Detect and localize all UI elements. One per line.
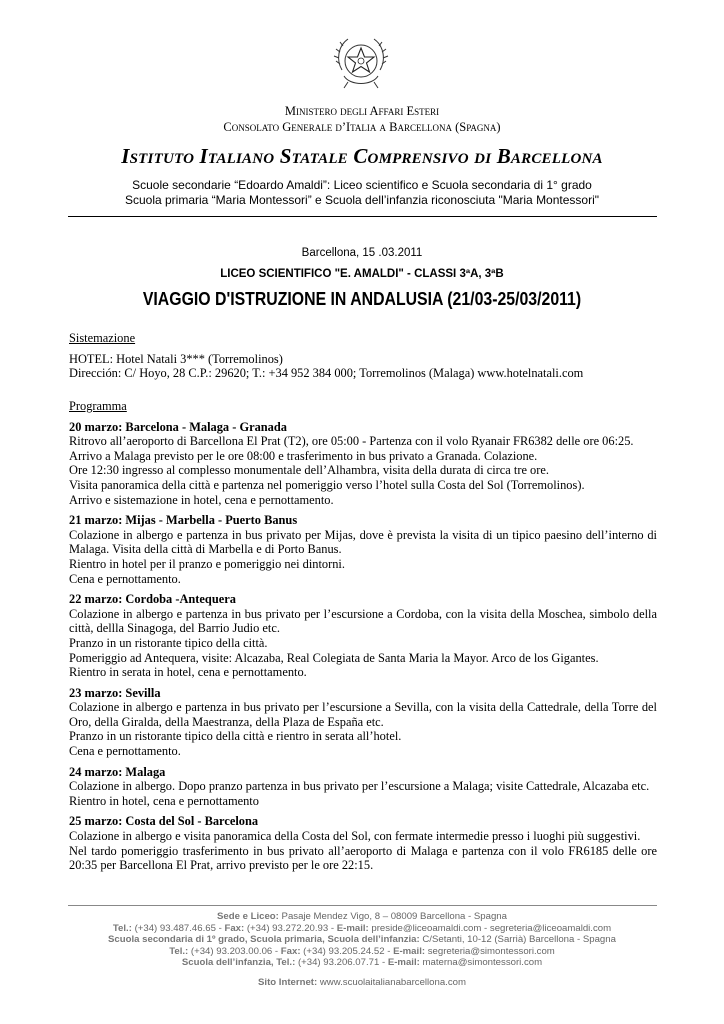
day-line: Pomeriggio ad Antequera, visite: Alcazaba, Real Colegiata de Santa Maria la Mayor. Arco de los Gigantes. <box>69 650 599 665</box>
day-line: Rientro in hotel per il pranzo e pomeriggio nei dintorni. <box>69 556 345 571</box>
day-block <box>69 765 657 809</box>
footer-sede-line: Sede e Liceo: Pasaje Mendez Vigo, 8 – 08009 Barcellona - Spagna <box>217 911 507 922</box>
day-line: Arrivo e sistemazione in hotel, cena e pernottamento. <box>69 492 334 507</box>
day-line: Pranzo in un ristorante tipico della città e rientro in serata all’hotel. <box>69 729 402 744</box>
footer-website-line: Sito Internet: www.scuolaitalianabarcellona.com <box>258 976 466 988</box>
header-divider <box>68 216 657 217</box>
ministry-header <box>0 103 724 135</box>
day-title: 22 marzo: Cordoba -Antequera <box>69 592 236 607</box>
schools-line-2: Scuola primaria “Maria Montessori” e Scuola dell’infanzia riconosciuta "Maria Montessori" <box>124 193 600 207</box>
day-block <box>69 686 657 759</box>
class-line: LICEO SCIENTIFICO "E. AMALDI" - CLASSI 3ªA, 3ªB <box>220 268 504 280</box>
day-title: 21 marzo: Mijas - Marbella - Puerto Banus <box>69 513 298 528</box>
day-line: Ore 12:30 ingresso al complesso monumentale dell’Alhambra, visita della durata di circa tre ore. <box>69 463 549 478</box>
day-title: 25 marzo: Costa del Sol - Barcelona <box>69 814 259 829</box>
day-block <box>69 592 657 680</box>
website-link[interactable]: www.scuolaitalianabarcellona.com <box>317 976 466 988</box>
day-title: 20 marzo: Barcelona - Malaga - Granada <box>69 419 287 434</box>
accommodation-heading: Sistemazione <box>69 331 136 345</box>
footer-scuola-line: Scuola secondaria di 1º grado, Scuola primaria, Scuola dell’infanzia: C/Setanti, 10-12 (Sarrià) Barcellona - Spagna <box>108 934 616 945</box>
day-line: Nel tardo pomeriggio trasferimento in bus privato all’aeroporto di Malaga e partenza con il volo FR6185 delle ore 20:35 per Barcellona El Prat, arrivo previsto per le ore 22:15. <box>69 843 657 873</box>
italian-republic-emblem-icon <box>330 30 392 96</box>
day-line: Colazione in albergo e partenza in bus privato per Mijas, dove è prevista la visita di un tipico paesino dell’interno di Malaga. Visita della città di Marbella e di Porto Banus. <box>69 527 657 557</box>
consulate-line: Consolato Generale d’Italia a Barcellona (Spagna) <box>223 120 501 134</box>
day-line: Colazione in albergo e visita panoramica della Costa del Sol, con fermate intermedie presso i luoghi più suggestivi. <box>69 829 641 844</box>
ministry-line: Ministero degli Affari Esteri <box>284 104 440 118</box>
day-line: Cena e pernottamento. <box>69 571 181 586</box>
hotel-address: Dirección: C/ Hoyo, 28 C.P.: 29620; T.: +34 952 384 000; Torremolinos (Malaga) www.hotelnatali.com <box>69 366 584 381</box>
trip-title: VIAGGIO D'ISTRUZIONE IN ANDALUSIA (21/03-25/03/2011) <box>142 289 582 309</box>
sede-email-link[interactable]: preside@liceoamaldi.com - segreteria@liceoamaldi.com <box>368 922 612 934</box>
day-block <box>69 814 657 872</box>
day-line: Pranzo in un ristorante tipico della città. <box>69 635 268 650</box>
dateline: Barcellona, 15 .03.2011 <box>301 247 423 259</box>
day-title: 24 marzo: Malaga <box>69 764 166 779</box>
day-line: Visita panoramica della città e partenza nel pomeriggio verso l’hotel sulla Costa del Sol (Torremolinos). <box>69 477 585 492</box>
schools-line-1: Scuole secondarie “Edoardo Amaldi”: Liceo scientifico e Scuola secondaria di 1° grado <box>132 178 592 192</box>
footer-sede-contacts: Tel.: (+34) 93.487.46.65 - Fax: (+34) 93.272.20.93 - E-mail: preside@liceoamaldi.com - segreteria@liceoamaldi.com <box>112 922 612 934</box>
scuola-email-link[interactable]: segreteria@simontessori.com <box>425 945 555 957</box>
institute-title: Istituto Italiano Statale Comprensivo di Barcellona <box>121 144 603 168</box>
infanzia-email-link[interactable]: materna@simontessori.com <box>419 957 543 968</box>
footer-scuola-contacts: Tel.: (+34) 93.203.00.06 - Fax: (+34) 93.205.24.52 - E-mail: segreteria@simontessori.com <box>169 945 555 957</box>
day-block <box>69 513 657 586</box>
day-title: 23 marzo: Sevilla <box>69 685 161 700</box>
day-line: Rientro in serata in hotel, cena e pernottamento. <box>69 665 307 680</box>
hotel-name: HOTEL: Hotel Natali 3*** (Torremolinos) <box>69 351 283 366</box>
footer <box>0 911 724 988</box>
accommodation-section <box>69 331 657 381</box>
day-line: Colazione in albergo e partenza in bus privato per l’escursione a Cordoba, con la visita della Moschea, simbolo della città, dellla Sinagoga, del Barrio Judio etc. <box>69 606 657 636</box>
day-line: Colazione in albergo e partenza in bus privato per l’escursione a Sevilla, con la visita della Cattedrale, della Torre del Oro, della Giralda, della Maestranza, della Plaza de España etc. <box>69 700 657 729</box>
day-block <box>69 420 657 508</box>
footer-infanzia-line: Scuola dell’infanzia, Tel.: (+34) 93.206.07.71 - E-mail: materna@simontessori.com <box>181 957 543 968</box>
day-line: Ritrovo all’aeroporto di Barcellona El Prat (T2), ore 05:00 - Partenza con il volo Ryanair FR6382 delle ore 06:25. <box>69 434 634 449</box>
day-line: Cena e pernottamento. <box>69 744 181 759</box>
day-line: Colazione in albergo. Dopo pranzo partenza in bus privato per l’escursione a Malaga; visite Cattedrale, Alcazaba etc. <box>69 779 650 794</box>
program-section <box>69 399 657 879</box>
day-line: Rientro in hotel, cena e pernottamento <box>69 793 259 808</box>
footer-divider <box>68 905 657 906</box>
day-line: Arrivo a Malaga previsto per le ore 08:00 e trasferimento in bus privato a Granada. Colazione. <box>69 448 538 463</box>
schools-subtitle <box>0 178 724 208</box>
program-heading: Programma <box>69 399 127 413</box>
